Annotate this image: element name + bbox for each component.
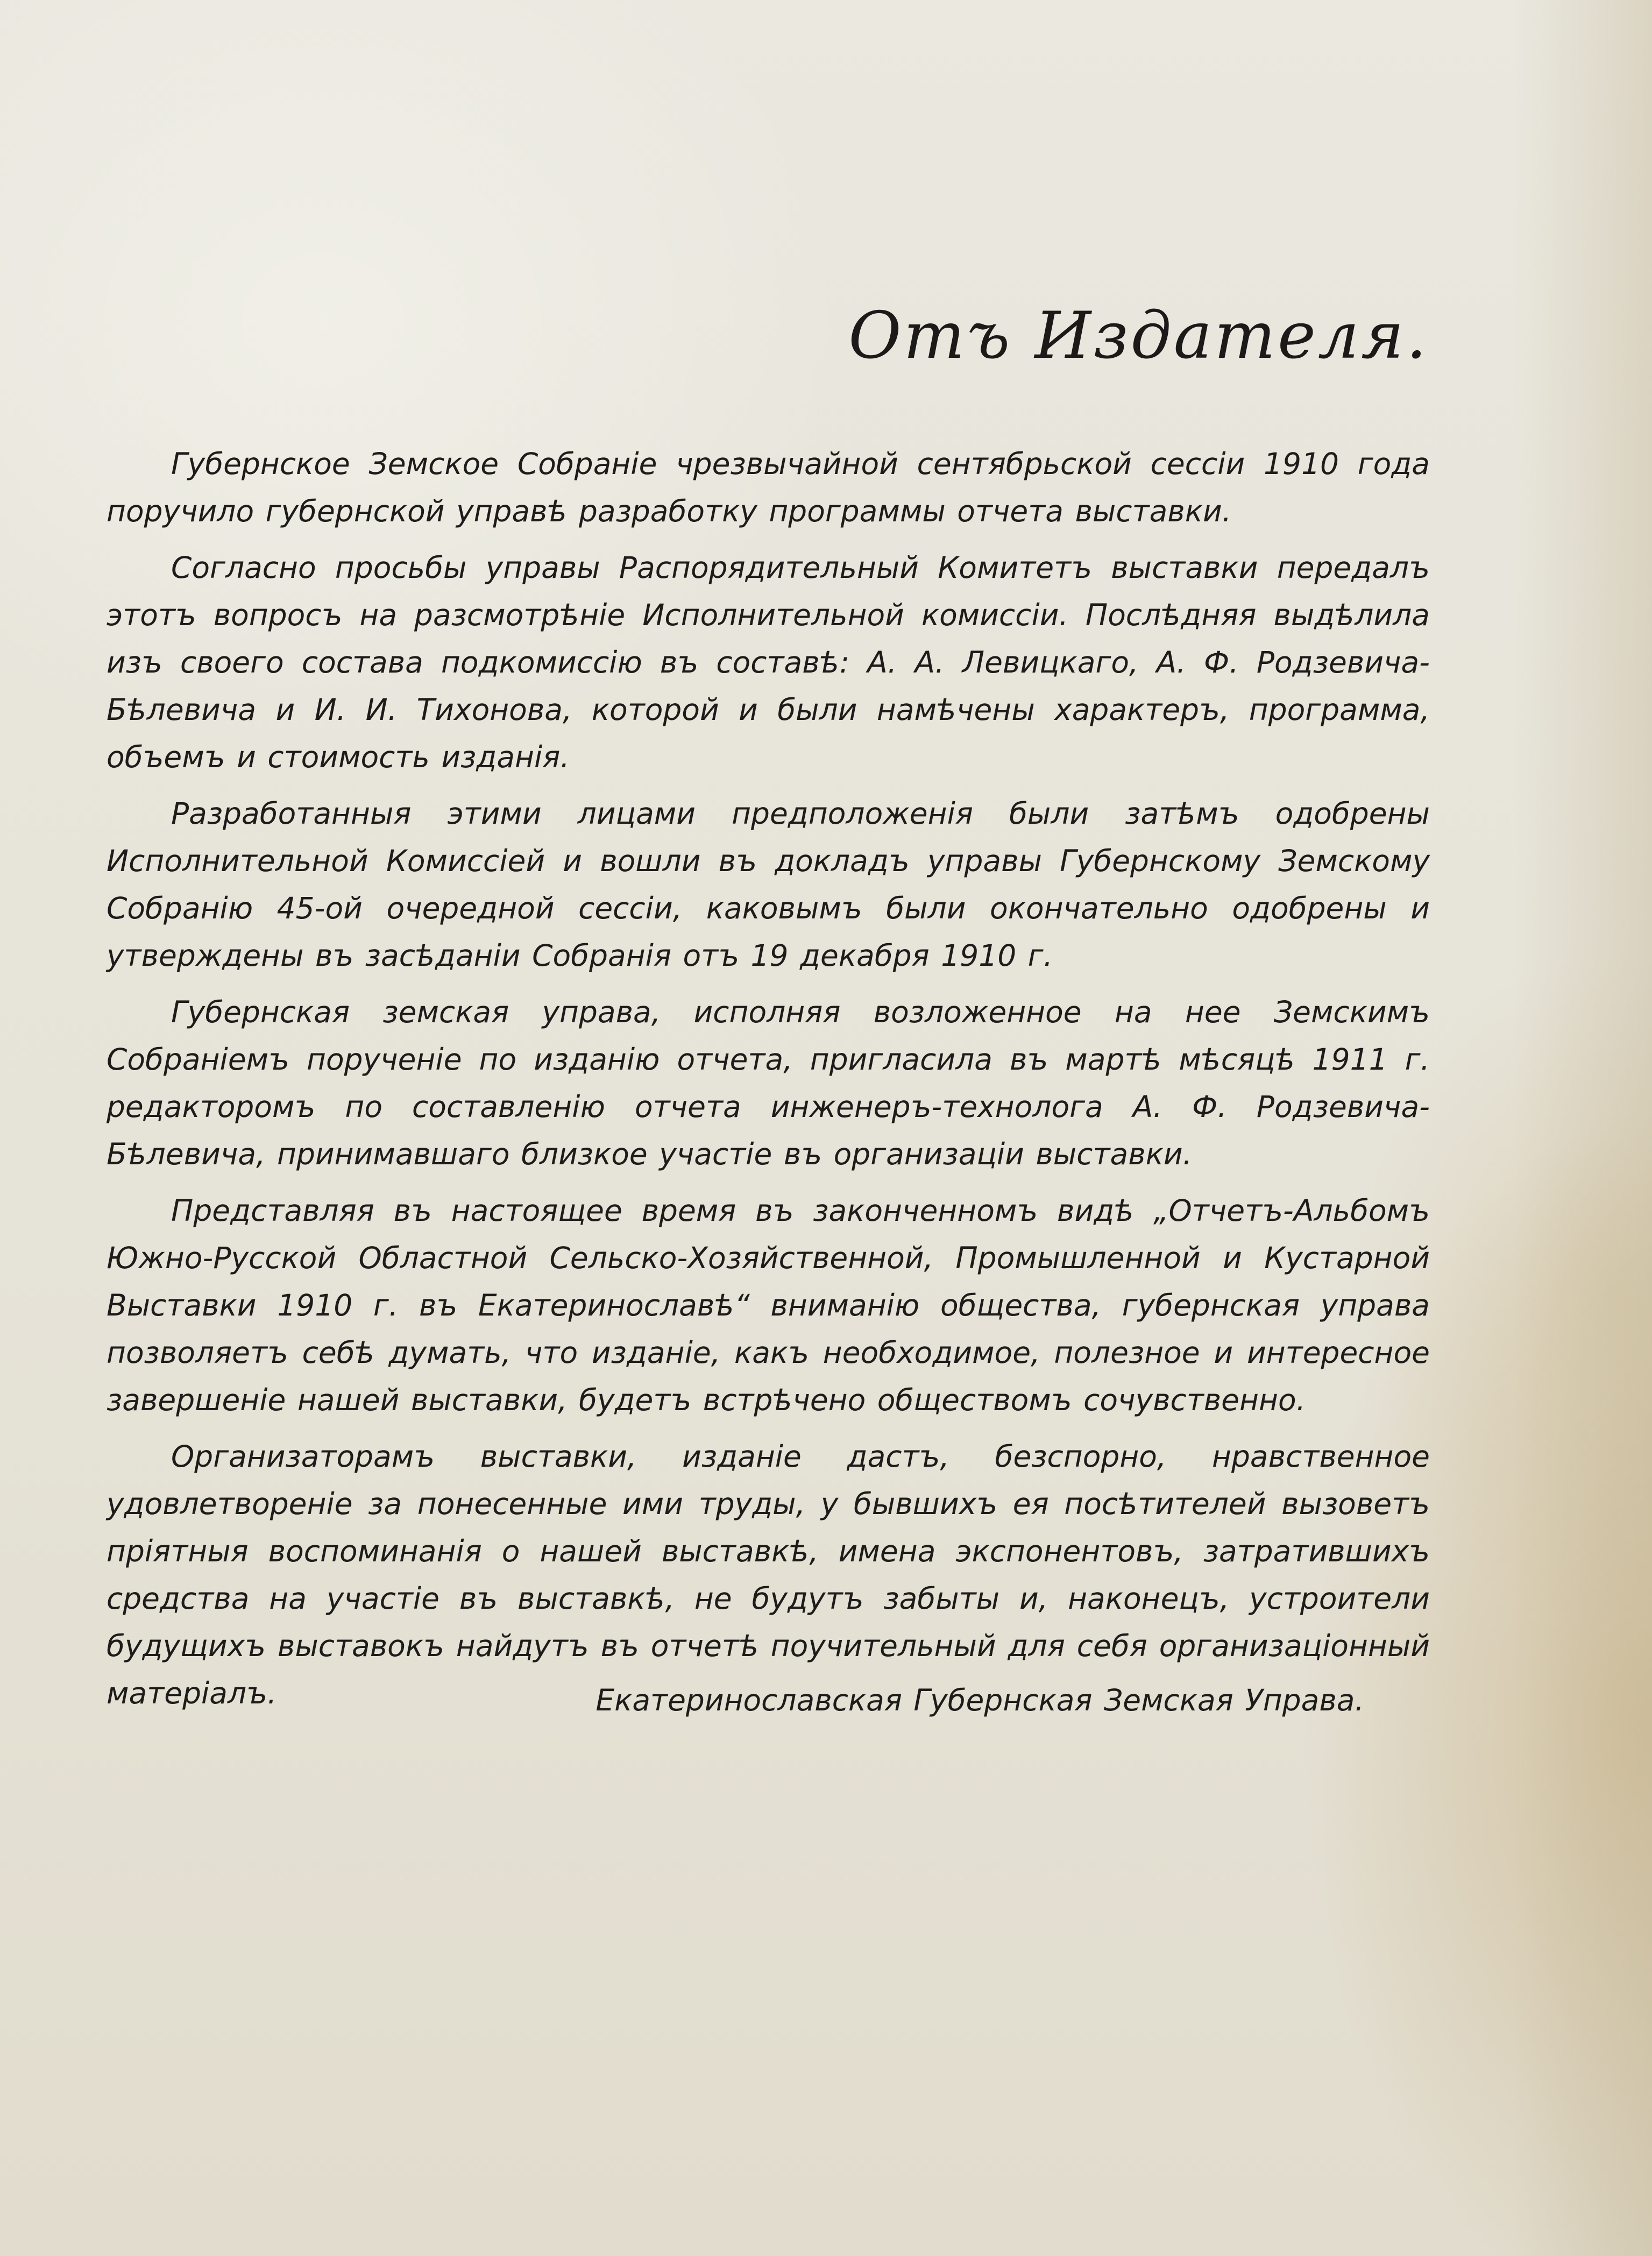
paragraph: Разработанныя этими лицами предположенія были затѣмъ одобрены Исполнительной Комиссіей и вошли въ докладъ управы Губернскому Земскому Собранію 45-ой очередной сессіи, каковымъ были окончательно одобрены и утверждены въ засѣданіи Собранія отъ 19 декабря 1910 г. [107, 796, 1430, 973]
paragraph: Организаторамъ выставки, изданіе дастъ, безспорно, нравственное удовлетвореніе за понесенные ими труды, у бывшихъ ея посѣтителей вызоветъ пріятныя воспоминанія о нашей выставкѣ, имена экспонентовъ, затратившихъ средства на участіе въ выставкѣ, не будутъ забыты и, наконецъ, устроители будущихъ выставокъ найдутъ въ отчетѣ поучительный для себя организаціонный матеріалъ. [107, 1439, 1430, 1710]
signature-line: Екатеринославская Губернская Земская Управа. [595, 1683, 1364, 1717]
document-title: Отъ Издателя. [848, 299, 1429, 373]
document-body [107, 440, 1430, 1726]
page-edge-stain [1512, 0, 1652, 2256]
paragraph: Губернская земская управа, исполняя возложенное на нее Земскимъ Собраніемъ порученіе по изданію отчета, пригласила въ мартѣ мѣсяцѣ 1911 г. редакторомъ по составленію отчета инженеръ-технолога А. Ф. Родзевича-Бѣлевича, принимавшаго близкое участіе въ организаціи выставки. [107, 995, 1430, 1171]
paragraph: Представляя въ настоящее время въ законченномъ видѣ „Отчетъ-Альбомъ Южно-Русской Областной Сельско-Хозяйственной, Промышленной и Кустарной Выставки 1910 г. въ Екатеринославѣ“ вниманію общества, губернская управа позволяетъ себѣ думать, что изданіе, какъ необходимое, полезное и интересное завершеніе нашей выставки, будетъ встрѣчено обществомъ сочувственно. [107, 1193, 1430, 1417]
paragraph: Согласно просьбы управы Распорядительный Комитетъ выставки передалъ этотъ вопросъ на разсмотрѣніе Исполнительной комиссіи. Послѣдняя выдѣлила изъ своего состава подкомиссію въ составѣ: А. А. Левицкаго, А. Ф. Родзевича-Бѣлевича и И. И. Тихонова, которой и были намѣчены характеръ, программа, объемъ и стоимость изданія. [107, 550, 1430, 774]
paragraph: Губернское Земское Собраніе чрезвычайной сентябрьской сессіи 1910 года поручило губернской управѣ разработку программы отчета выставки. [107, 447, 1430, 528]
